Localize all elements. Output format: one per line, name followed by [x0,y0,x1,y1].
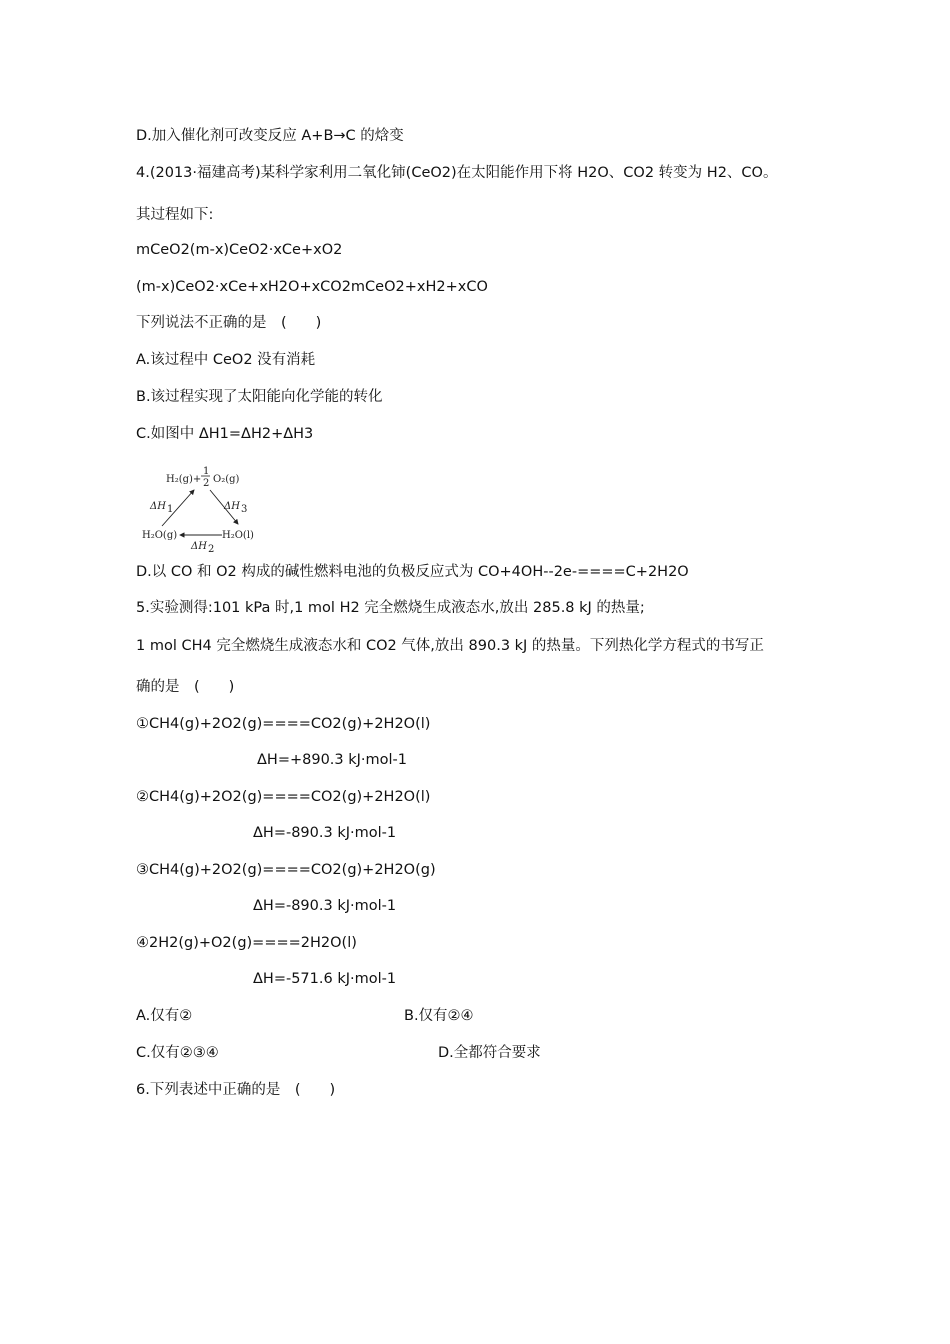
reaction-1: mCeO2(m-x)CeO2·xCe+xO2 [136,242,343,258]
question-6-stem: 6.下列表述中正确的是 ( ) [136,1082,336,1098]
option-a-q5: A.仅有② [136,1008,193,1024]
diagram-bottom-left-species: H₂O(g) [142,530,178,541]
label-dh3: ΔH [224,501,240,512]
option-c-q5: C.仅有②③④ [136,1045,219,1061]
question-5-stem: 5.实验测得:101 kPa 时,1 mol H2 完全燃烧生成液态水,放出 285.8 kJ 的热量; [136,600,645,616]
equation-1: ①CH4(g)+2O2(g)====CO2(g)+2H2O(l) [136,716,431,732]
option-a-q4: A.该过程中 CeO2 没有消耗 [136,352,316,368]
label-dh2-subscript: 2 [208,544,215,554]
equation-3: ③CH4(g)+2O2(g)====CO2(g)+2H2O(g) [136,862,436,878]
reaction-2: (m-x)CeO2·xCe+xH2O+xCO2mCeO2+xH2+xCO [136,279,488,295]
diagram-fraction-numerator: 1 [203,466,210,477]
equation-2-enthalpy: ΔH=-890.3 kJ·mol-1 [253,825,397,841]
enthalpy-cycle-diagram [138,462,268,554]
equation-1-enthalpy: ΔH=+890.3 kJ·mol-1 [257,752,408,768]
question-5-stem-cont: 1 mol CH4 完全燃烧生成液态水和 CO2 气体,放出 890.3 kJ 的热量。下列热化学方程式的书写正 [136,638,764,654]
label-dh1: ΔH [150,501,166,512]
label-dh3-subscript: 3 [241,504,248,515]
label-dh1-subscript: 1 [167,504,174,515]
diagram-bottom-right-species: H₂O(l) [222,530,254,541]
equation-3-enthalpy: ΔH=-890.3 kJ·mol-1 [253,898,397,914]
option-c-q4: C.如图中 ΔH1=ΔH2+ΔH3 [136,426,314,442]
option-b-q5: B.仅有②④ [404,1008,474,1024]
equation-4-enthalpy: ΔH=-571.6 kJ·mol-1 [253,971,397,987]
option-d-q4: D.以 CO 和 O2 构成的碱性燃料电池的负极反应式为 CO+4OH--2e-====C+2H2O [136,564,689,580]
equation-4: ④2H2(g)+O2(g)====2H2O(l) [136,935,357,951]
question-4-prompt: 下列说法不正确的是 ( ) [136,315,322,331]
question-5-prompt: 确的是 ( ) [136,679,235,695]
diagram-top-left-species: H₂(g)+ [166,474,202,485]
label-dh2: ΔH [191,541,207,552]
diagram-fraction-denominator: 2 [203,478,210,489]
option-d-q3: D.加入催化剂可改变反应 A+B→C 的焓变 [136,128,404,144]
question-4-process-intro: 其过程如下: [136,207,214,223]
option-d-q5: D.全都符合要求 [438,1045,541,1061]
diagram-top-right-species: O₂(g) [213,474,240,485]
option-b-q4: B.该过程实现了太阳能向化学能的转化 [136,389,383,405]
equation-2: ②CH4(g)+2O2(g)====CO2(g)+2H2O(l) [136,789,431,805]
question-4-stem: 4.(2013·福建高考)某科学家利用二氧化铈(CeO2)在太阳能作用下将 H2O、CO2 转变为 H2、CO。 [136,165,778,181]
